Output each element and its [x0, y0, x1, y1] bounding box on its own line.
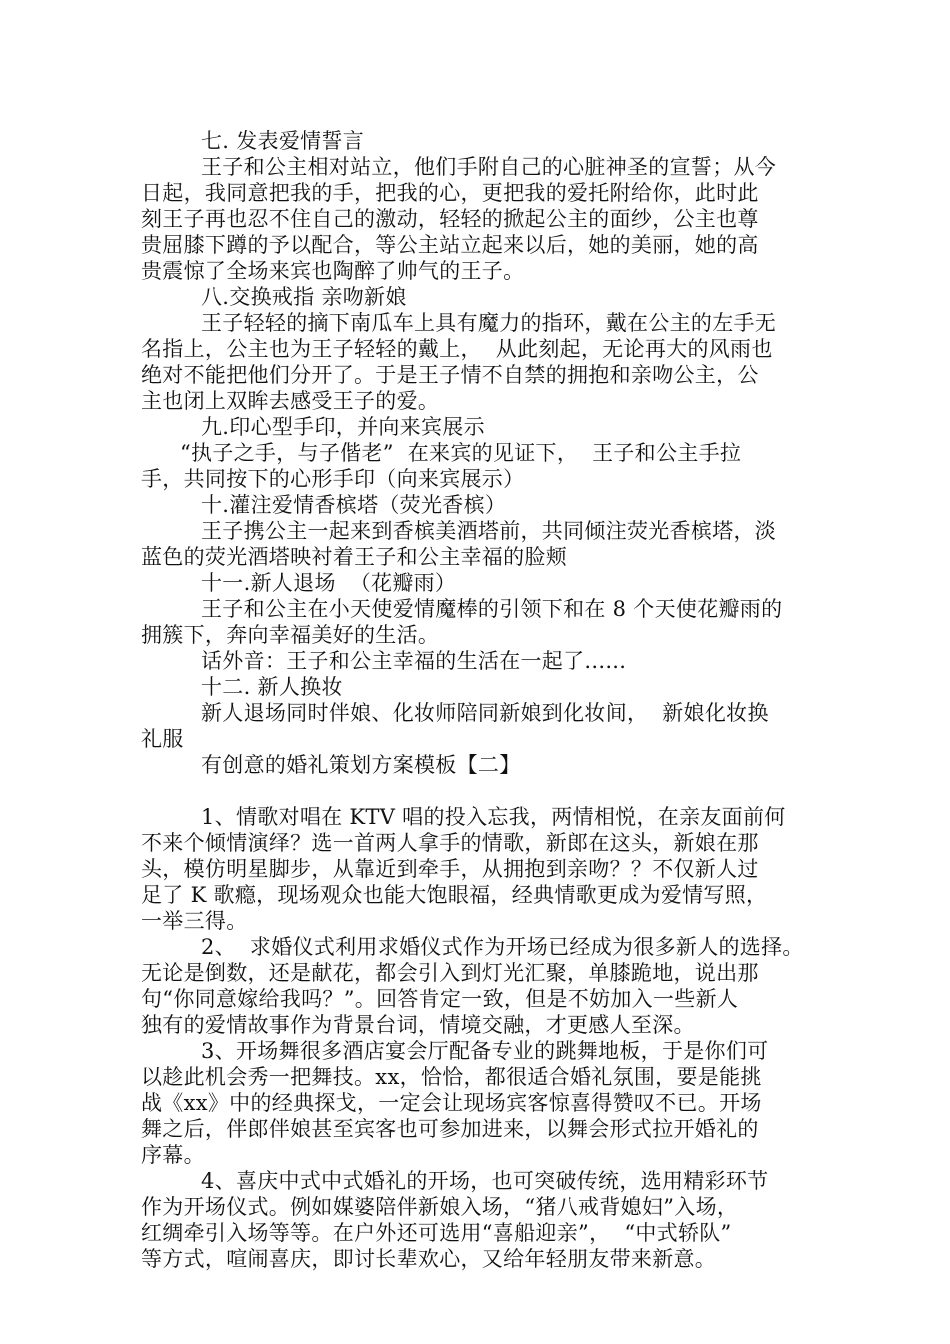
paragraph-line: 手，共同按下的心形手印（向来宾展示）: [141, 467, 525, 491]
paragraph-line: 以趁此机会秀一把舞技。xx，恰恰，都很适合婚礼氛围，要是能挑: [141, 1065, 762, 1089]
paragraph-line: 一举三得。: [141, 909, 248, 933]
paragraph-line: 不来个倾情演绎？选一首两人拿手的情歌，新郎在这头，新娘在那: [141, 831, 759, 855]
section-heading-12: 十二. 新人换妆: [201, 675, 343, 699]
paragraph-line: 王子携公主一起来到香槟美酒塔前，共同倾注荧光香槟塔，淡: [201, 519, 777, 543]
paragraph-line: 1、情歌对唱在 KTV 唱的投入忘我，两情相悦，在亲友面前何: [201, 805, 786, 829]
paragraph-line: 刻王子再也忍不住自己的激动，轻轻的掀起公主的面纱，公主也尊: [141, 207, 759, 231]
paragraph-line: 蓝色的荧光酒塔映衬着王子和公主幸福的脸颊: [141, 545, 567, 569]
section-heading-9: 九.印心型手印，并向来宾展示: [201, 415, 485, 439]
paragraph-line: 拥簇下，奔向幸福美好的生活。: [141, 623, 440, 647]
paragraph-line: 红绸牵引入场等等。在户外还可选用“喜船迎亲”， “中式轿队”: [141, 1221, 732, 1245]
paragraph-line: 等方式，喧闹喜庆，即讨长辈欢心，又给年轻朋友带来新意。: [141, 1247, 717, 1271]
paragraph-line: 句“你同意嫁给我吗？”。回答肯定一致，但是不妨加入一些新人: [141, 987, 739, 1011]
paragraph-line: “执子之手，与子偕老” 在来宾的见证下， 王子和公主手拉: [180, 441, 742, 465]
paragraph-line: 贵震惊了全场来宾也陶醉了帅气的王子。: [141, 259, 525, 283]
paragraph-line: 王子轻轻的摘下南瓜车上具有魔力的指环，戴在公主的左手无: [201, 311, 777, 335]
paragraph-line: 绝对不能把他们分开了。于是王子情不自禁的拥抱和亲吻公主，公: [141, 363, 759, 387]
section-heading-8: 八.交换戒指 亲吻新娘: [201, 285, 407, 309]
paragraph-line: 新人退场同时伴娘、化妆师陪同新娘到化妆间， 新娘化妆换: [201, 701, 769, 725]
paragraph-line: 作为开场仪式。例如媒婆陪伴新娘入场，“猪八戒背媳妇”入场，: [141, 1195, 739, 1219]
paragraph-line: 王子和公主在小天使爱情魔棒的引领下和在 8 个天使花瓣雨的: [201, 597, 783, 621]
section-heading-7: 七. 发表爱情誓言: [201, 129, 365, 153]
paragraph-line: 礼服: [141, 727, 184, 751]
paragraph-line: 舞之后，伴郎伴娘甚至宾客也可参加进来，以舞会形式拉开婚礼的: [141, 1117, 759, 1141]
paragraph-line: 话外音：王子和公主幸福的生活在一起了......: [201, 649, 627, 673]
paragraph-line: 贵屈膝下蹲的予以配合，等公主站立起来以后，她的美丽，她的高: [141, 233, 759, 257]
section-title: 有创意的婚礼策划方案模板【二】: [201, 753, 521, 777]
paragraph-line: 3、开场舞很多酒店宴会厅配备专业的跳舞地板，于是你们可: [201, 1039, 769, 1063]
paragraph-line: 2、 求婚仪式利用求婚仪式作为开场已经成为很多新人的选择。: [201, 935, 804, 959]
paragraph-line: 足了 K 歌瘾，现场观众也能大饱眼福，经典情歌更成为爱情写照，: [141, 883, 768, 907]
paragraph-line: 无论是倒数，还是献花，都会引入到灯光汇聚，单膝跪地，说出那: [141, 961, 759, 985]
paragraph-line: 名指上，公主也为王子轻轻的戴上， 从此刻起，无论再大的风雨也: [141, 337, 773, 361]
paragraph-line: 王子和公主相对站立，他们手附自己的心脏神圣的宣誓；从今: [201, 155, 777, 179]
section-heading-10: 十.灌注爱情香槟塔（荧光香槟）: [201, 493, 507, 517]
paragraph-line: 4、喜庆中式中式婚礼的开场，也可突破传统，选用精彩环节: [201, 1169, 769, 1193]
paragraph-line: 独有的爱情故事作为背景台词，情境交融，才更感人至深。: [141, 1013, 695, 1037]
paragraph-line: 头，模仿明星脚步，从靠近到牵手，从拥抱到亲吻？？不仅新人过: [141, 857, 759, 881]
paragraph-line: 主也闭上双眸去感受王子的爱。: [141, 389, 440, 413]
section-heading-11: 十一.新人退场 （花瓣雨）: [201, 571, 457, 595]
paragraph-line: 序幕。: [141, 1143, 205, 1167]
paragraph-line: 日起，我同意把我的手，把我的心，更把我的爱托附给你，此时此: [141, 181, 759, 205]
paragraph-line: 战《xx》中的经典探戈，一定会让现场宾客惊喜得赞叹不已。开场: [141, 1091, 762, 1115]
